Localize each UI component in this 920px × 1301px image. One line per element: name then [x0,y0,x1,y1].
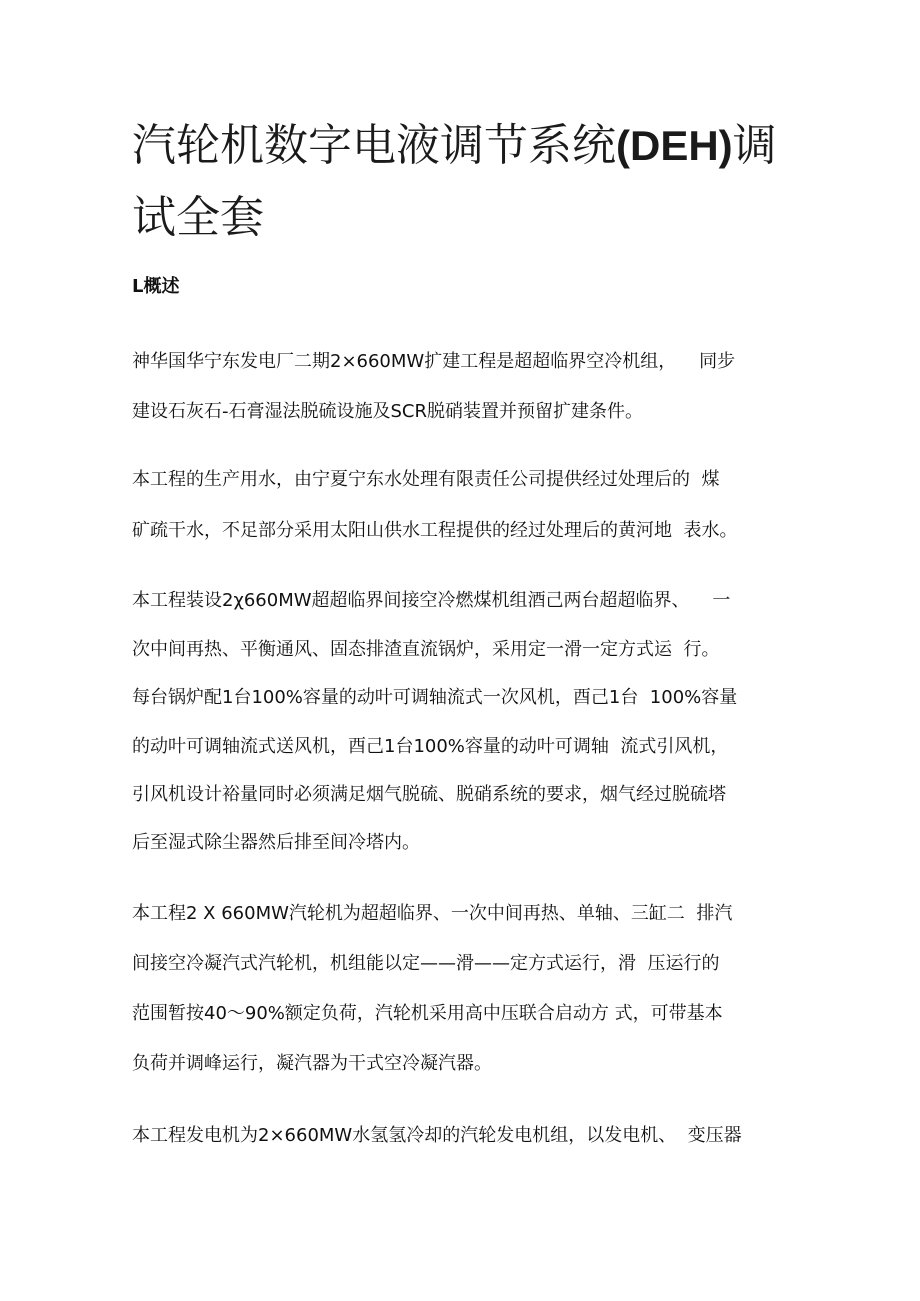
title-text-cjk: 汽轮机数字电液调节系统 [132,120,616,171]
paragraph-4-line-3: 范围暂按40～90%额定负荷，汽轮机采用高中压联合启动方 式，可带基本 [132,1003,723,1024]
document-title-line-1 [132,118,777,174]
title-text-abbrev: (DEH) [616,122,733,169]
paragraph-3-line-1: 本工程装设2χ660MW超超临界间接空冷燃煤机组酒己两台超超临界、 一 [132,590,731,611]
paragraph-4-line-2: 间接空冷凝汽式汽轮机，机组能以定——滑——定方式运行，滑 压运行的 [132,953,720,974]
paragraph-3-line-2: 次中间再热、平衡通风、固态排渣直流锅炉，采用定一滑一定方式运 行。 [132,639,720,660]
paragraph-5-line-1: 本工程发电机为2×660MW水氢氢冷却的汽轮发电机组，以发电机、 变压器 [132,1125,742,1146]
paragraph-3-line-3: 每台锅炉配1台100%容量的动叶可调轴流式一次风机，酉己1台 100%容量 [132,687,738,708]
document-title-line-2: 试全套 [132,192,264,243]
paragraph-3-line-5: 引风机设计裕量同时必须满足烟气脱硫、脱硝系统的要求，烟气经过脱硫塔 [132,784,726,805]
paragraph-2-line-2: 矿疏干水，不足部分采用太阳山供水工程提供的经过处理后的黄河地 表水。 [132,520,738,541]
section-heading: L概述 [132,276,180,297]
paragraph-1-line-2: 建设石灰石-石膏湿法脱硫设施及SCR脱硝装置并预留扩建条件。 [132,401,643,422]
title-text-tail: 调 [732,120,777,171]
paragraph-1-line-1: 神华国华宁东发电厂二期2×660MW扩建工程是超超临界空冷机组， 同步 [132,351,736,372]
paragraph-2-line-1: 本工程的生产用水，由宁夏宁东水处理有限责任公司提供经过处理后的 煤 [132,469,720,490]
paragraph-4-line-1: 本工程2 X 660MW汽轮机为超超临界、一次中间再热、单轴、三缸二 排汽 [132,903,733,924]
paragraph-3-line-4: 的动叶可调轴流式送风机，酉己1台100%容量的动叶可调轴 流式引风机， [132,736,729,757]
paragraph-3-line-6: 后至湿式除尘器然后排至间冷塔内。 [132,832,420,853]
paragraph-4-line-4: 负荷并调峰运行，凝汽器为干式空冷凝汽器。 [132,1053,492,1074]
